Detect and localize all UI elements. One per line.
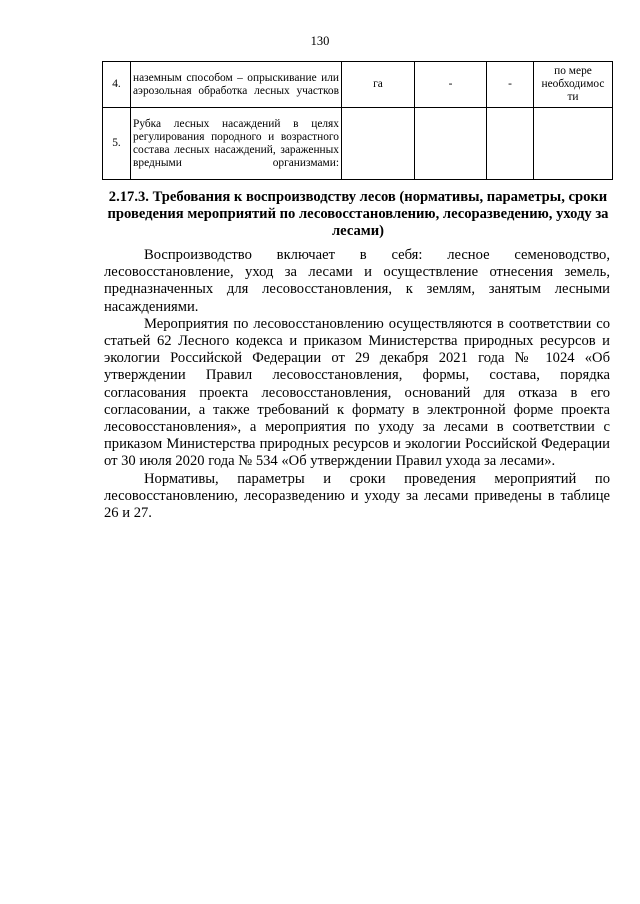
paragraph: Нормативы, параметры и сроки проведения мероприятий по лесовосстановлению, лесоразведению и уходу за лесами приведены в таблице 26 и 27.	[104, 470, 610, 522]
paragraph: Воспроизводство включает в себя: лесное семеноводство, лесовосстановление, уход за лесами и осуществление отнесения земель, предназначенных для лесовосстановления, к землям, занятым лесными насаждениями.	[104, 247, 610, 315]
value-cell: -	[415, 62, 487, 108]
unit-cell	[342, 108, 415, 180]
body-text	[104, 247, 610, 522]
value-cell	[415, 108, 487, 180]
frequency-cell	[534, 108, 613, 180]
unit-cell: га	[342, 62, 415, 108]
measures-table	[102, 61, 613, 180]
row-number: 5.	[103, 108, 131, 180]
paragraph: Мероприятия по лесовосстановлению осуществляются в соответствии со статьей 62 Лесного кодекса и приказом Министерства природных ресурсов и экологии Российской Федерации от 29 декабря 2021 года № 1024 «Об утверждении Правил лесовосстановления, формы, состава, порядка согласования проекта лесовосстановления, оснований для отказа в его согласовании, а также требований к формату в электронной форме проекта лесовосстановления», а мероприятия по уходу за лесами в соответствии с приказом Министерства природных ресурсов и экологии Российской Федерации от 30 июля 2020 года № 534 «Об утверждении Правил ухода за лесами».	[104, 315, 610, 470]
measure-name: Рубка лесных насаждений в целях регулирования породного и возрастного состава лесных насаждений, зараженных вредными организмами:	[131, 108, 342, 180]
page-number: 130	[310, 34, 330, 48]
section-heading: 2.17.3. Требования к воспроизводству лесов (нормативы, параметры, сроки проведения мероприятий по лесовосстановлению, лесоразведению, уходу за лесами)	[107, 189, 609, 239]
value-cell: -	[487, 62, 534, 108]
measure-name: наземным способом – опрыскивание или аэрозольная обработка лесных участков	[131, 62, 342, 108]
value-cell	[487, 108, 534, 180]
table-row	[103, 62, 613, 108]
table-row	[103, 108, 613, 180]
frequency-cell: по мере необходимос ти	[534, 62, 613, 108]
row-number: 4.	[103, 62, 131, 108]
